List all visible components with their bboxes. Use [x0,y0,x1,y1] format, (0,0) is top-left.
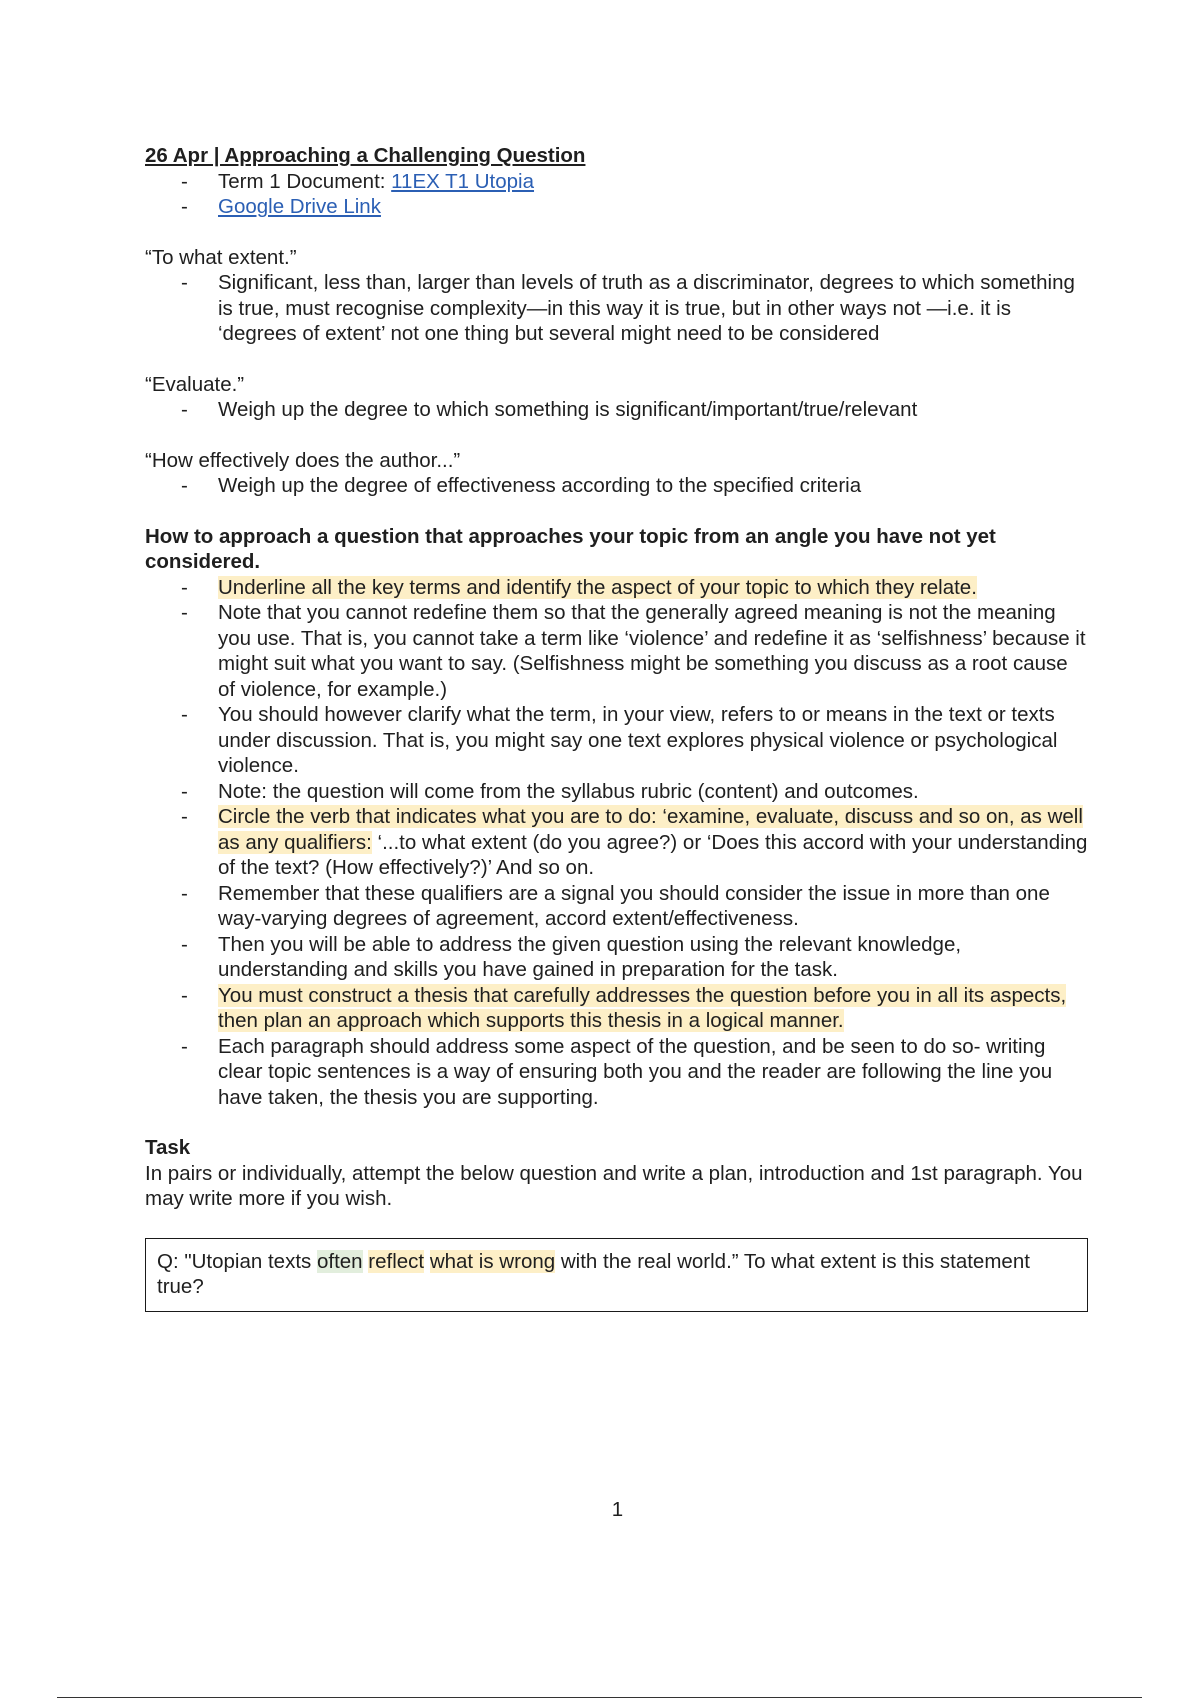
section-heading: How to approach a question that approaches your topic from an angle you have not yet considered. [145,524,996,573]
list-item: - Remember that these qualifiers are a signal you should consider the issue in more than one way-varying degrees of agreement, accord extent/effectiveness. [145,881,1090,932]
how-effectively-section [145,448,1090,499]
list-item [145,194,1090,220]
highlighted-text: reflect [368,1249,425,1273]
highlighted-text: You must construct a thesis that carefully addresses the question before you in all its aspects, then plan an approach which supports this thesis in a logical manner. [218,983,1067,1032]
section-heading: “Evaluate.” [145,372,245,396]
list-item: - Then you will be able to address the given question using the relevant knowledge, understanding and skills you have gained in preparation for the task. [145,932,1090,983]
highlighted-text: what is wrong [429,1249,556,1273]
item-text: ‘...to what extent (do you agree?) or ‘Does this accord with your understanding of the text? (How effectively?)’ And so on. [218,830,1088,879]
google-drive-link[interactable]: Google Drive Link [218,195,381,218]
document-page [145,143,1090,1312]
list-item: - Each paragraph should address some aspect of the question, and be seen to do so- writing clear topic sentences is a way of ensuring both you and the reader are following the line you have taken, the thesis you are supporting. [145,1034,1090,1111]
list-item [145,804,1090,881]
task-heading: Task [145,1136,191,1159]
evaluate-section [145,372,1090,423]
page-title: 26 Apr | Approaching a Challenging Question [145,144,586,167]
list-item: - Significant, less than, larger than levels of truth as a discriminator, degrees to which something is true, must recognise complexity—in this way it is true, but in other ways not —i.e. it is ‘degrees of extent’ not one thing but several might need to be considered [145,270,1090,347]
divider [57,1697,1142,1698]
term1-label: Term 1 Document: [218,169,392,193]
term1-document-link[interactable]: 11EX T1 Utopia [391,169,535,193]
list-item [145,575,1090,601]
question-text [424,1250,430,1273]
list-item: - Note: the question will come from the syllabus rubric (content) and outcomes. [145,779,1090,805]
links-list [145,169,1090,220]
page-number: 1 [611,1498,624,1521]
question-text: Q: "Utopian texts [157,1249,317,1273]
list-item: - Weigh up the degree to which something is significant/important/true/relevant [145,397,1090,423]
list-item: - Note that you cannot redefine them so that the generally agreed meaning is not the meaning you use. That is, you cannot take a term like ‘violence’ and redefine it as ‘selfishness’ because it might suit what you want to say. (Selfishness might be something you discuss as a root cause of violence, for example.) [145,600,1090,702]
question-box [145,1238,1088,1312]
task-body: In pairs or individually, attempt the below question and write a plan, introduction and 1st paragraph. You may write more if you wish. [145,1161,1083,1210]
to-what-extent-section [145,245,1090,347]
list-item [145,983,1090,1034]
list-item [145,169,1090,195]
list-item: - Weigh up the degree of effectiveness according to the specified criteria [145,473,1090,499]
highlighted-text: Circle the verb that indicates what you are to do: ‘examine, evaluate, discuss and so on, as well as any qualifiers: [218,805,1083,854]
list-item: - You should however clarify what the term, in your view, refers to or means in the text or texts under discussion. That is, you might say one text explores physical violence or psychological violence. [145,702,1090,779]
question-text: with the real world.” To what extent is this statement true? [157,1249,1030,1298]
highlighted-text: often [316,1249,363,1273]
highlighted-text: Underline all the key terms and identify the aspect of your topic to which they relate. [218,575,977,599]
task-section [145,1135,1090,1212]
approach-section [145,524,1090,1111]
section-heading: “To what extent.” [145,245,297,269]
section-heading: “How effectively does the author...” [145,448,461,472]
